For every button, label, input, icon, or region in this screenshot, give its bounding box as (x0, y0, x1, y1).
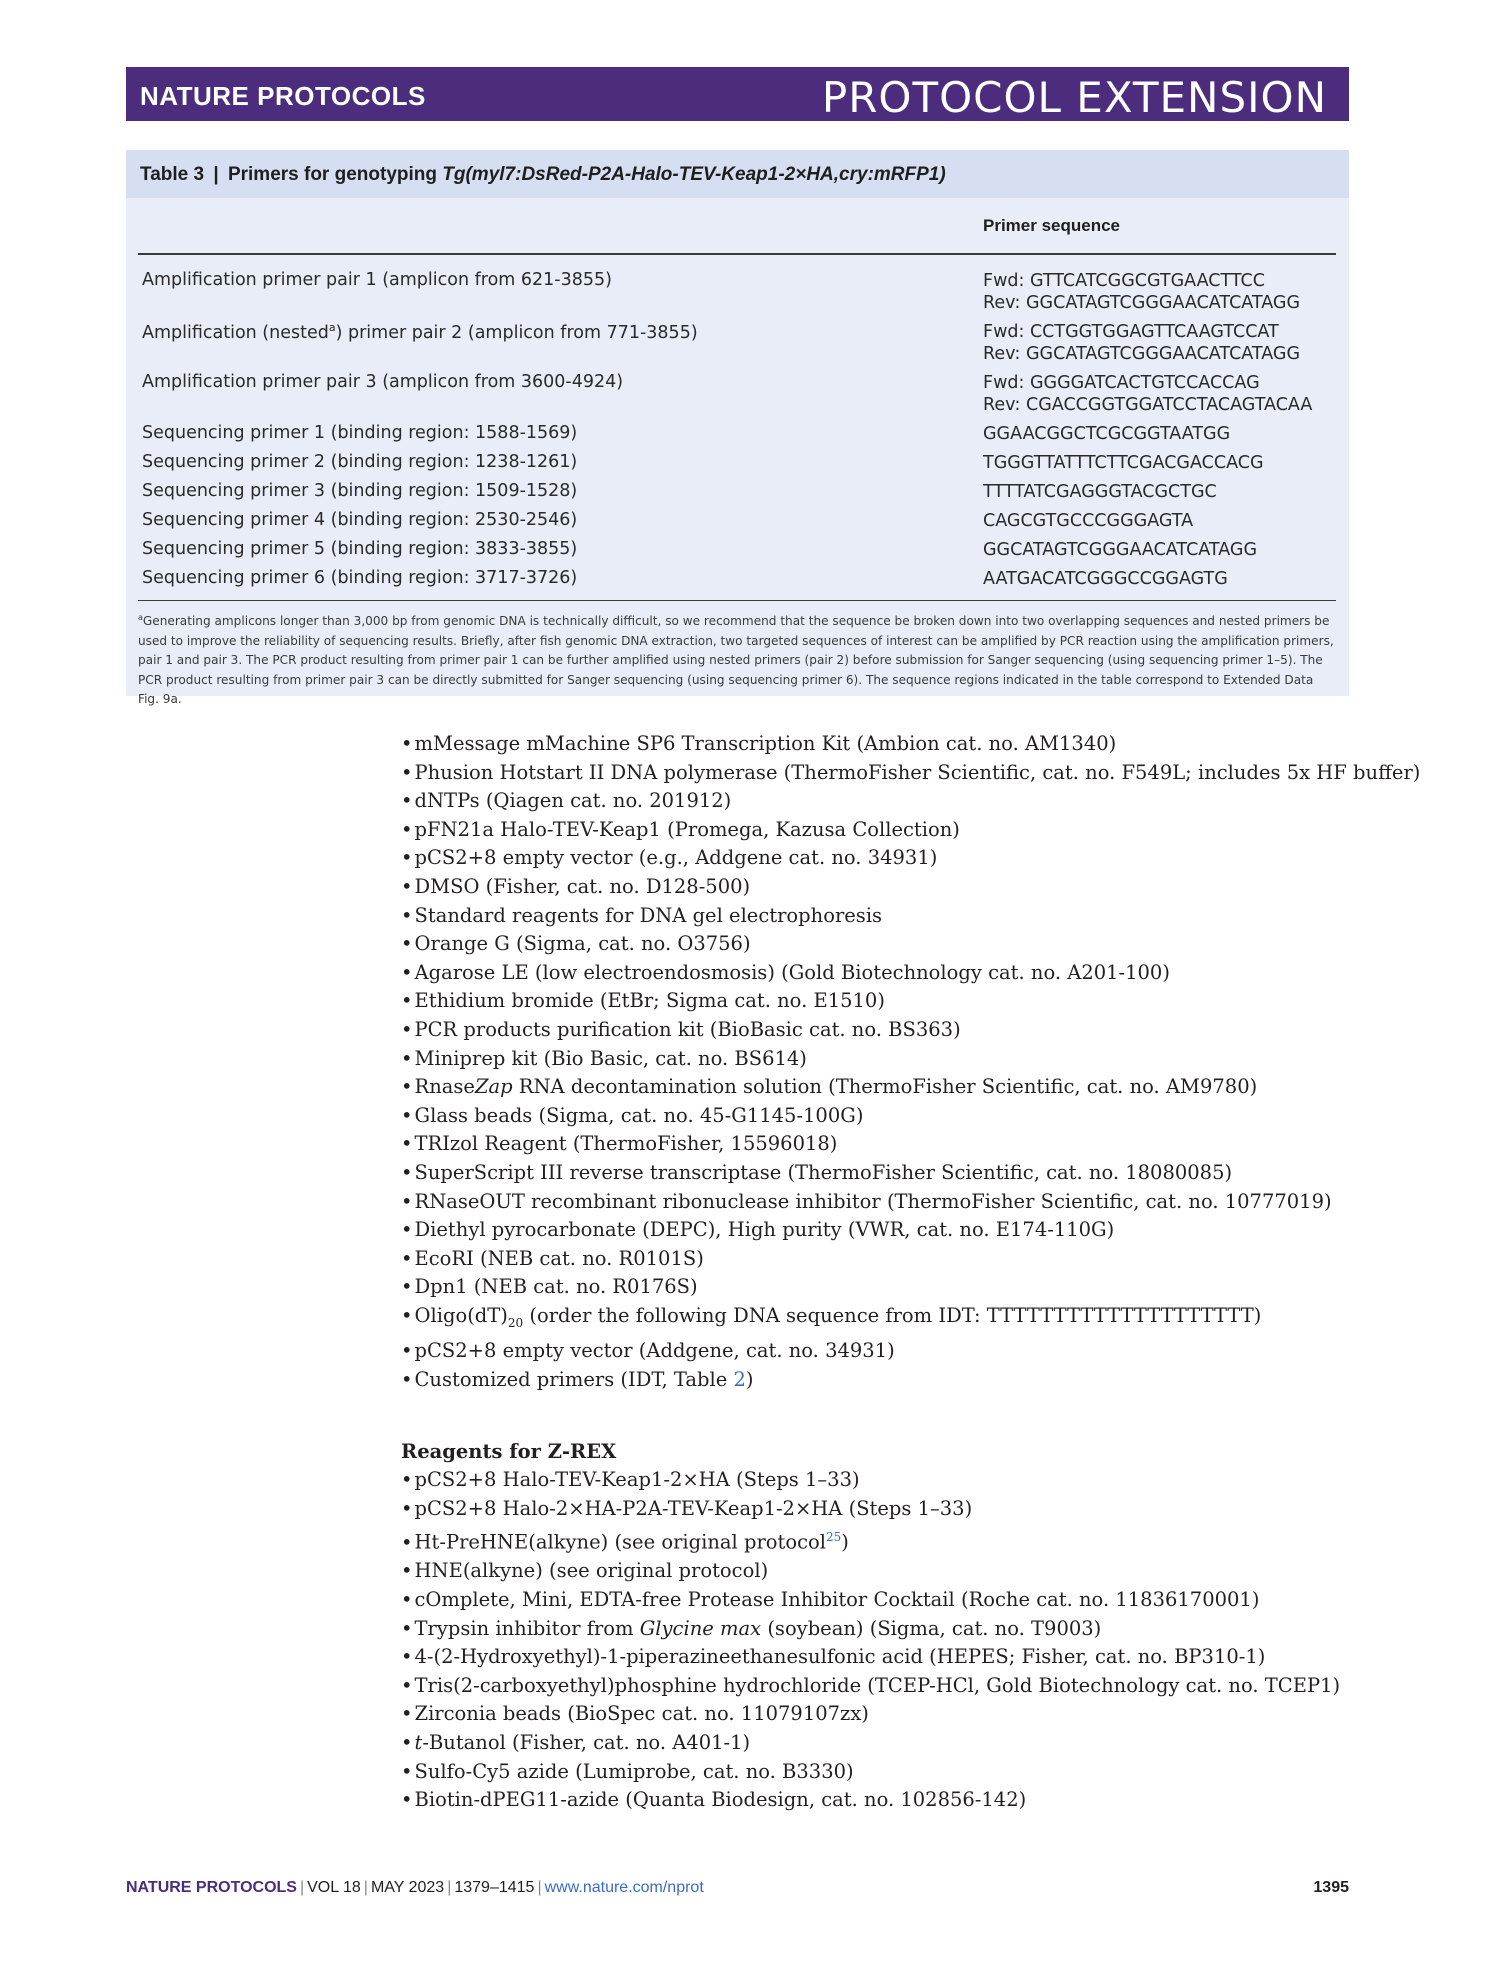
table-body (126, 270, 1349, 597)
section-heading-zrex: Reagents for Z-REX (401, 1439, 617, 1463)
table-row (126, 539, 1349, 568)
footer-pages: 1379–1415 (454, 1879, 535, 1896)
list-item: • Customized primers (IDT, Table 2) (401, 1367, 754, 1391)
footnote-mark: a (138, 613, 143, 622)
list-item: • DMSO (Fisher, cat. no. D128-500) (401, 874, 751, 898)
list-item: • Diethyl pyrocarbonate (DEPC), High purity (VWR, cat. no. E174-110G) (401, 1218, 1115, 1242)
table-bottom-rule (138, 600, 1336, 601)
list-item: • pCS2+8 Halo-TEV-Keap1-2×HA (Steps 1–33) (401, 1468, 860, 1492)
footer-date: MAY 2023 (370, 1879, 445, 1896)
table-row (126, 321, 1349, 372)
list-item: • Sulfo-Cy5 azide (Lumiprobe, cat. no. B3330) (401, 1759, 854, 1783)
footer-volume: VOL 18 (307, 1879, 361, 1896)
table-title-prefix: Primers for genotyping (227, 164, 437, 185)
table-title-separator: | (213, 164, 219, 185)
list-item: • 4-(2-Hydroxyethyl)-1-piperazineethanesulfonic acid (HEPES; Fisher, cat. no. BP310-1) (401, 1645, 1266, 1669)
table-title-name: Tg(myl7:DsRed-P2A-Halo-TEV-Keap1-2×HA,cry:mRFP1) (442, 164, 946, 185)
list-item: • Standard reagents for DNA gel electrophoresis (401, 903, 883, 927)
citation-link[interactable]: 25 (826, 1530, 842, 1545)
list-item: • PCR products purification kit (BioBasic cat. no. BS363) (401, 1017, 961, 1041)
footer-url-link[interactable]: www.nature.com/nprot (544, 1879, 704, 1896)
table-footnote (138, 608, 1338, 710)
list-item: • SuperScript III reverse transcriptase (ThermoFisher Scientific, cat. no. 18080085) (401, 1160, 1233, 1184)
primer-description: Sequencing primer 6 (binding region: 3717-3726) (142, 568, 578, 588)
primer-description: Sequencing primer 5 (binding region: 3833-3855) (142, 539, 578, 559)
list-item: • Dpn1 (NEB cat. no. R0176S) (401, 1275, 698, 1299)
list-item: • Ht-PreHNE(alkyne) (see original protocol$^{25}$) (401, 1530, 849, 1554)
table-row (126, 423, 1349, 452)
list-item: • HNE(alkyne) (see original protocol) (401, 1559, 769, 1583)
list-item: • Zirconia beads (BioSpec cat. no. 11079107zx) (401, 1702, 869, 1726)
list-item: • Glass beads (Sigma, cat. no. 45-G1145-100G) (401, 1103, 864, 1127)
primer-sequence: AATGACATCGGGCCGGAGTG (983, 569, 1228, 589)
page-footer: NATURE PROTOCOLS | VOL 18 | MAY 2023 | 1379–1415 | www.nature.com/nprot 1395 (126, 1879, 1349, 1896)
table-row (126, 481, 1349, 510)
list-item: • Tris(2-carboxyethyl)phosphine hydrochloride (TCEP-HCl, Gold Biotechnology cat. no. TCEP1) (401, 1673, 1341, 1697)
table-reference-link[interactable]: 2 (733, 1367, 746, 1391)
list-item: • $Oligo(dT)_{20}$ (order the following DNA sequence from IDT: TTTTTTTTTTTTTTTTTTTT) (401, 1303, 1262, 1330)
list-item: • pCS2+8 empty vector (Addgene, cat. no. 34931) (401, 1339, 895, 1363)
primer-description: Sequencing primer 1 (binding region: 1588-1569) (142, 423, 578, 443)
primer-description: Sequencing primer 3 (binding region: 1509-1528) (142, 481, 578, 501)
primer-sequence: Fwd: CCTGGTGGAGTTCAAGTCCAT Rev: GGCATAGTCGGGAACATCATAGG (983, 322, 1301, 364)
primer-sequence: Fwd: GTTCATCGGCGTGAACTTCC Rev: GGCATAGTCGGGAACATCATAGG (983, 271, 1301, 313)
list-item: • Ethidium bromide (EtBr; Sigma cat. no. E1510) (401, 989, 885, 1013)
table-header-rule (138, 253, 1336, 255)
journal-name: NATURE PROTOCOLS (140, 81, 426, 111)
primer-sequence: GGCATAGTCGGGAACATCATAGG (983, 540, 1258, 560)
table-label: Table 3 (140, 164, 205, 185)
header-banner (126, 67, 1349, 121)
primer-description: Amplification (nested$^a$) primer pair 2 (amplicon from 771-3855) (142, 321, 698, 343)
primer-description: Amplification primer pair 3 (amplicon from 3600-4924) (142, 372, 624, 392)
primer-description: Amplification primer pair 1 (amplicon from 621-3855) (142, 270, 612, 290)
footnote-text: Generating amplicons longer than 3,000 bp from genomic DNA is technically difficult, so we recommend that the sequence be broken down into two overlapping sequences and nested primers be used to improve the reliability of sequencing results. Briefly, after fish genomic DNA extraction, two targeted sequences of interest can be amplified by PCR reaction using the amplification primers, pair 1 and pair 3. The PCR product resulting from primer pair 1 can be further amplified using nested primers (pair 2) before submission for Sanger sequencing (using sequencing primer 1–5). The PCR product resulting from primer pair 3 can be directly submitted for Sanger sequencing (using sequencing primer 6). The sequence regions indicated in the table correspond to Extended Data Fig. 9a. (138, 614, 1334, 707)
list-item: • Phusion Hotstart II DNA polymerase (ThermoFisher Scientific, cat. no. F549L; includes 5x HF buffer) (401, 760, 1421, 784)
table-row (126, 510, 1349, 539)
list-item: • EcoRI (NEB cat. no. R0101S) (401, 1246, 704, 1270)
primer-description: Sequencing primer 4 (binding region: 2530-2546) (142, 510, 578, 530)
list-item: • t-Butanol (Fisher, cat. no. A401-1) (401, 1730, 751, 1754)
list-item: • Trypsin inhibitor from Glycine max (soybean) (Sigma, cat. no. T9003) (401, 1616, 1102, 1640)
table-row (126, 372, 1349, 423)
list-item: • cOmplete, Mini, EDTA-free Protease Inhibitor Cocktail (Roche cat. no. 11836170001) (401, 1588, 1260, 1612)
primer-sequence: CAGCGTGCCCGGGAGTA (983, 511, 1194, 531)
primer-sequence: Fwd: GGGGATCACTGTCCACCAG Rev: CGACCGGTGGATCCTACAGTACAA (983, 373, 1313, 415)
list-item: • dNTPs (Qiagen cat. no. 201912) (401, 789, 732, 813)
list-item: • Agarose LE (low electroendosmosis) (Gold Biotechnology cat. no. A201-100) (401, 960, 1170, 984)
primer-table (126, 150, 1349, 707)
footer-journal: NATURE PROTOCOLS (126, 1879, 297, 1896)
list-item: • RnaseZap RNA decontamination solution (ThermoFisher Scientific, cat. no. AM9780) (401, 1075, 1258, 1099)
list-item: • mMessage mMachine SP6 Transcription Kit (Ambion cat. no. AM1340) (401, 732, 1117, 755)
list-item: • Orange G (Sigma, cat. no. O3756) (401, 932, 751, 956)
list-item: • pCS2+8 empty vector (e.g., Addgene cat. no. 34931) (401, 846, 938, 870)
primer-description: Sequencing primer 2 (binding region: 1238-1261) (142, 452, 578, 472)
table-row (126, 568, 1349, 597)
list-item: • Biotin-dPEG11-azide (Quanta Biodesign, cat. no. 102856-142) (401, 1788, 1027, 1812)
list-item: • TRIzol Reagent (ThermoFisher, 15596018) (401, 1132, 838, 1156)
primer-sequence: TTTTATCGAGGGTACGCTGC (983, 482, 1217, 502)
primer-sequence: TGGGTTATTTCTTCGACGACCACG (983, 453, 1264, 473)
table-row (126, 452, 1349, 481)
list-item: • RNaseOUT recombinant ribonuclease inhibitor (ThermoFisher Scientific, cat. no. 10777019) (401, 1189, 1332, 1213)
reagent-list (401, 730, 1421, 1815)
table-row (126, 270, 1349, 321)
list-item: • pFN21a Halo-TEV-Keap1 (Promega, Kazusa Collection) (401, 817, 960, 841)
article-type: PROTOCOL EXTENSION (821, 73, 1327, 122)
page-number: 1395 (1313, 1879, 1349, 1896)
column-header-primer-sequence: Primer sequence (983, 216, 1121, 235)
list-item: • pCS2+8 Halo-2×HA-P2A-TEV-Keap1-2×HA (Steps 1–33) (401, 1496, 973, 1520)
primer-sequence: GGAACGGCTCGCGGTAATGG (983, 424, 1231, 444)
table-caption (126, 150, 1349, 198)
list-item: • Miniprep kit (Bio Basic, cat. no. BS614) (401, 1046, 807, 1070)
